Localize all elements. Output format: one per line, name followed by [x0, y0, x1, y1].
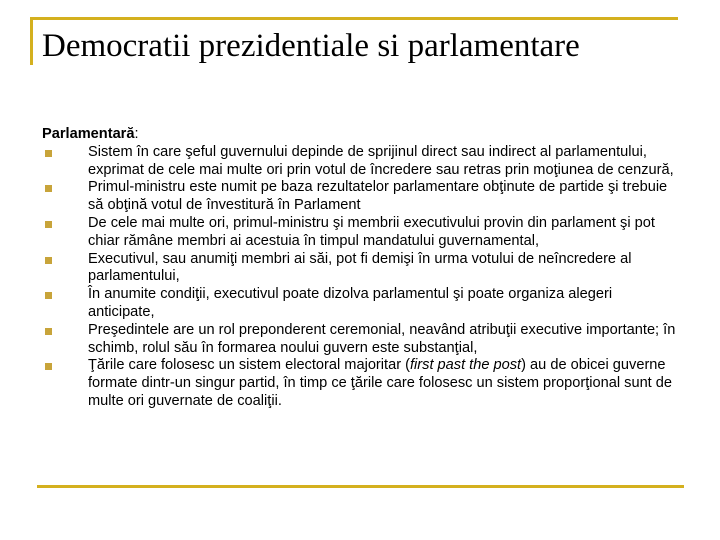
bullet-text: Preşedintele are un rol preponderent ceremonial, neavând atribuţii executive importante; în schimb, rolul său în formarea noului guvern este substanţial,: [88, 321, 676, 356]
bullet-text: De cele mai multe ori, primul-ministru şi membrii executivului provin din parlament şi pot chiar rămâne membri ai acestuia în timpul mandatului guvernamental,: [88, 214, 655, 249]
bullet-text: Sistem în care şeful guvernului depinde de sprijinul direct sau indirect al parlamentului, exprimat de cele mai multe ori prin votul de încredere sau retras prin moţiunea de cenzură,: [88, 143, 674, 178]
list-item: [42, 286, 682, 322]
section-heading: [42, 126, 682, 144]
square-bullet-icon: [45, 150, 52, 157]
square-bullet-icon: [45, 292, 52, 299]
list-item: [42, 215, 682, 251]
square-bullet-icon: [45, 221, 52, 228]
bullet-italic-term: first past the post: [409, 357, 522, 374]
bullet-text: În anumite condiţii, executivul poate dizolva parlamentul şi poate organiza alegeri anticipate,: [88, 286, 613, 320]
title-border-top: [30, 17, 678, 20]
list-item: [42, 251, 682, 287]
bottom-border: [37, 485, 684, 488]
square-bullet-icon: [45, 328, 52, 335]
heading-text: Parlamentară: [42, 126, 135, 142]
square-bullet-icon: [45, 185, 52, 192]
list-item: [42, 357, 682, 410]
bullet-text: ) au de obicei guverne formate dintr-un singur partid, în timp ce ţările care folosesc un sistem proporţional sunt de multe ori guvernate de coaliţii.: [88, 357, 673, 409]
heading-colon: :: [134, 126, 139, 142]
slide-title: Democratii prezidentiale si parlamentare: [42, 28, 580, 64]
square-bullet-icon: [45, 363, 52, 370]
square-bullet-icon: [45, 257, 52, 264]
list-item: [42, 144, 682, 180]
bullet-text: Executivul, sau anumiţi membri ai săi, pot fi demişi în urma votului de neîncredere al parlamentului,: [88, 250, 632, 285]
slide-content: [42, 126, 682, 411]
bullet-text: Primul-ministru este numit pe baza rezultatelor parlamentare obţinute de partide şi trebuie să obţină votul de învestitură în Parlament: [88, 179, 668, 214]
title-border-left: [30, 17, 33, 65]
list-item: [42, 322, 682, 358]
bullet-text: Ţările care folosesc un sistem electoral majoritar (: [88, 357, 410, 374]
bullet-list: [42, 144, 682, 411]
list-item: [42, 179, 682, 215]
